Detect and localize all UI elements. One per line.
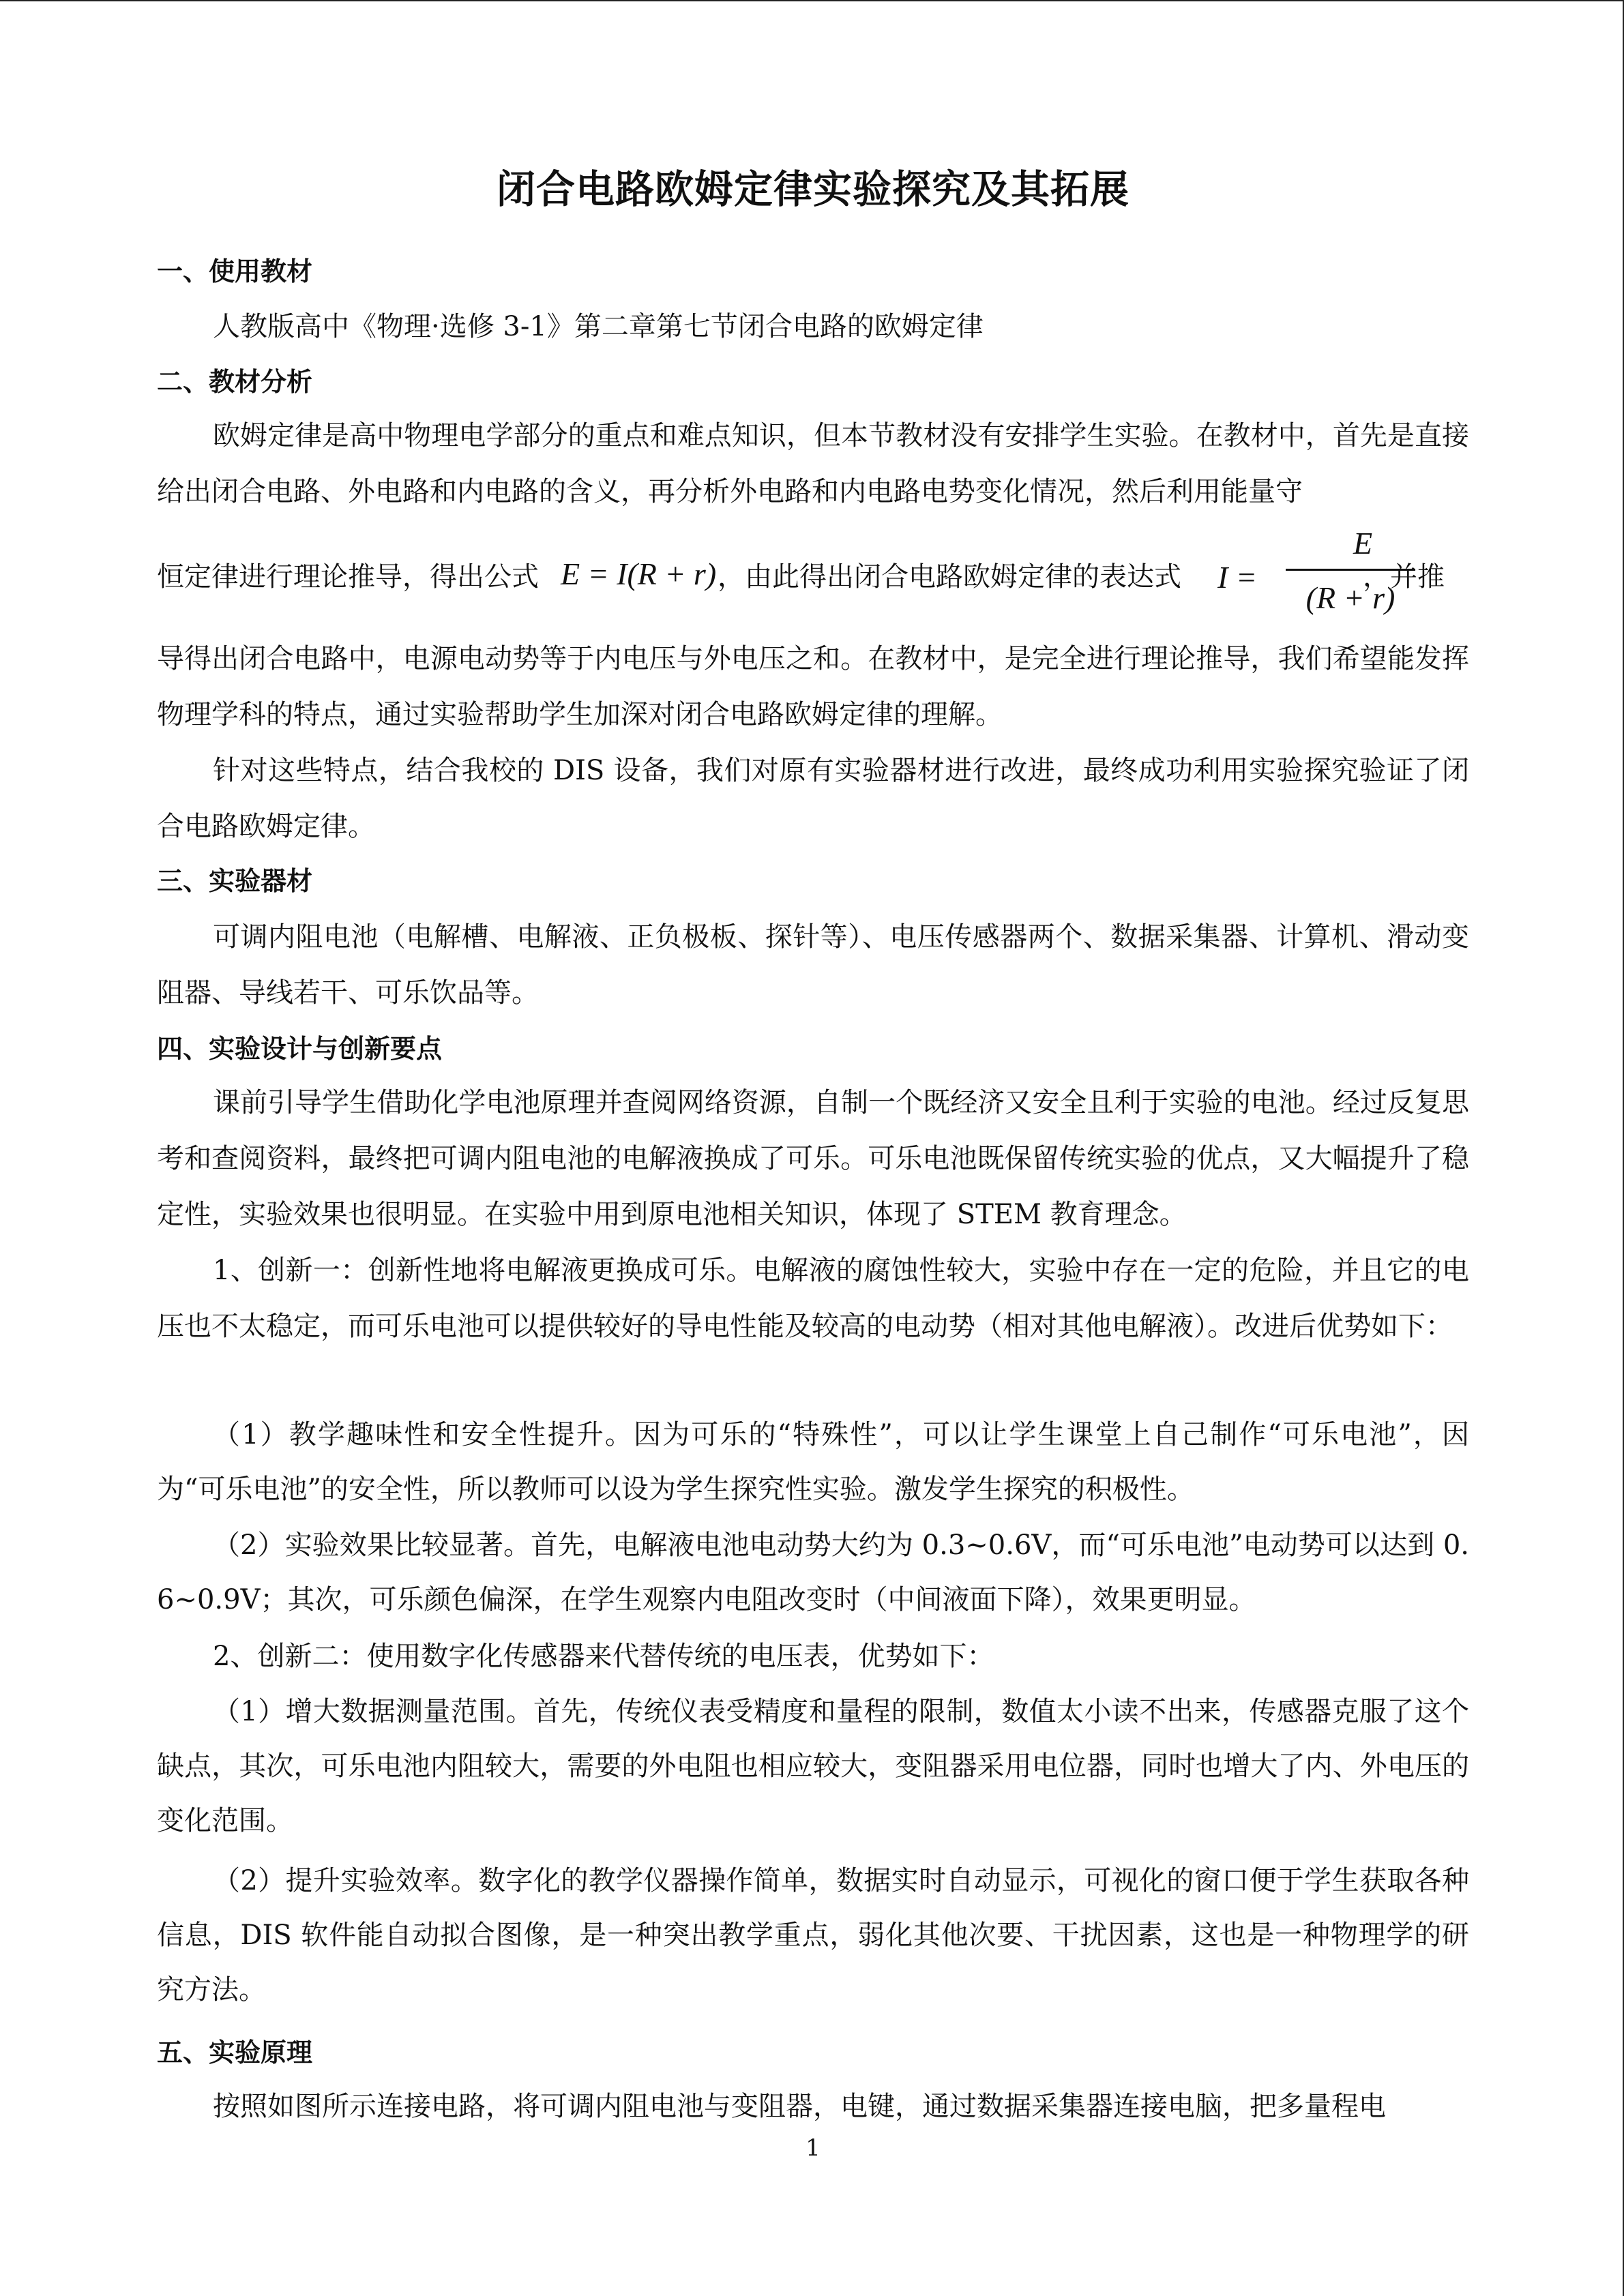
section-heading-equipment: 三、实验器材 (157, 866, 313, 896)
section-heading-design: 四、实验设计与创新要点 (157, 1034, 443, 1064)
paragraph: （2）提升实验效率。数字化的教学仪器操作简单，数据实时自动显示，可视化的窗口便于学生获取各种信息，DIS 软件能自动拟合图像，是一种突出教学重点，弱化其他次要、干扰因素，这也是一种物理学的研究方法。 (157, 1865, 1469, 2006)
paragraph: 按照如图所示连接电路，将可调内阻电池与变阻器，电键，通过数据采集器连接电脑，把多量程电 (213, 2091, 1386, 2122)
page-border-top (0, 0, 1624, 1)
section-heading-analysis: 二、教材分析 (157, 367, 313, 397)
section-heading-materials: 一、使用教材 (157, 256, 313, 286)
paragraph: （1）教学趣味性和安全性提升。因为可乐的“特殊性”，可以让学生课堂上自己制作“可乐电池”，因为“可乐电池”的安全性，所以教师可以设为学生探究性实验。激发学生探究的积极性。 (157, 1419, 1469, 1505)
paragraph: 人教版高中《物理·选修 3-1》第二章第七节闭合电路的欧姆定律 (213, 311, 984, 342)
section-heading-principle: 五、实验原理 (157, 2038, 313, 2068)
paragraph: 课前引导学生借助化学电池原理并查阅网络资源，自制一个既经济又安全且利于实验的电池。经过反复思考和查阅资料，最终把可调内阻电池的电解液换成了可乐。可乐电池既保留传统实验的优点，又大幅提升了稳定性，实验效果也很明显。在实验中用到原电池相关知识，体现了 STEM 教育理念。 (157, 1087, 1469, 1230)
formula-line-text: ，由此得出闭合电路欧姆定律的表达式 (718, 561, 1181, 593)
formula-line-text: 恒定律进行理论推导，得出公式 (157, 561, 539, 593)
page-number: 1 (806, 2134, 821, 2162)
paragraph: 可调内阻电池（电解槽、电解液、正负极板、探针等）、电压传感器两个、数据采集器、计算机、滑动变阻器、导线若干、可乐饮品等。 (157, 921, 1469, 1009)
paragraph: （1）增大数据测量范围。首先，传统仪表受精度和量程的限制，数值太小读不出来，传感器克服了这个缺点，其次，可乐电池内阻较大，需要的外电阻也相应较大，变阻器采用电位器，同时也增大了内、外电压的变化范围。 (157, 1696, 1469, 1836)
paragraph: 针对这些特点，结合我校的 DIS 设备，我们对原有实验器材进行改进，最终成功利用实验探究验证了闭合电路欧姆定律。 (157, 755, 1469, 842)
document-title: 闭合电路欧姆定律实验探究及其拓展 (497, 166, 1130, 212)
formula-line (157, 525, 1469, 621)
paragraph: 1、创新一：创新性地将电解液更换成可乐。电解液的腐蚀性较大，实验中存在一定的危险，并且它的电压也不太稳定，而可乐电池可以提供较好的导电性能及较高的电动势（相对其他电解液）。改进后优势如下： (157, 1255, 1469, 1342)
equation-emf: E = I(R + r) (561, 556, 717, 591)
fraction-numerator: E (1353, 526, 1373, 561)
paragraph: （2）实验效果比较显著。首先，电解液电池电动势大约为 0.3~0.6V，而“可乐电池”电动势可以达到 0.6~0.9V；其次，可乐颜色偏深，在学生观察内电阻改变时（中间液面下降），效果更明显。 (157, 1530, 1469, 1615)
paragraph: 2、创新二：使用数字化传感器来代替传统的电压表，优势如下： (213, 1641, 994, 1672)
paragraph: 导得出闭合电路中，电源电动势等于内电压与外电压之和。在教材中，是完全进行理论推导，我们希望能发挥物理学科的特点，通过实验帮助学生加深对闭合电路欧姆定律的理解。 (157, 643, 1469, 730)
paragraph: 欧姆定律是高中物理电学部分的重点和难点知识，但本节教材没有安排学生实验。在教材中，首先是直接给出闭合电路、外电路和内电路的含义，再分析外电路和内电路电势变化情况，然后利用能量守 (157, 420, 1469, 507)
fraction-denominator: (R + r) (1305, 580, 1396, 615)
fraction-lhs: I = (1217, 560, 1257, 595)
formula-line-text: ，并推 (1363, 561, 1445, 593)
